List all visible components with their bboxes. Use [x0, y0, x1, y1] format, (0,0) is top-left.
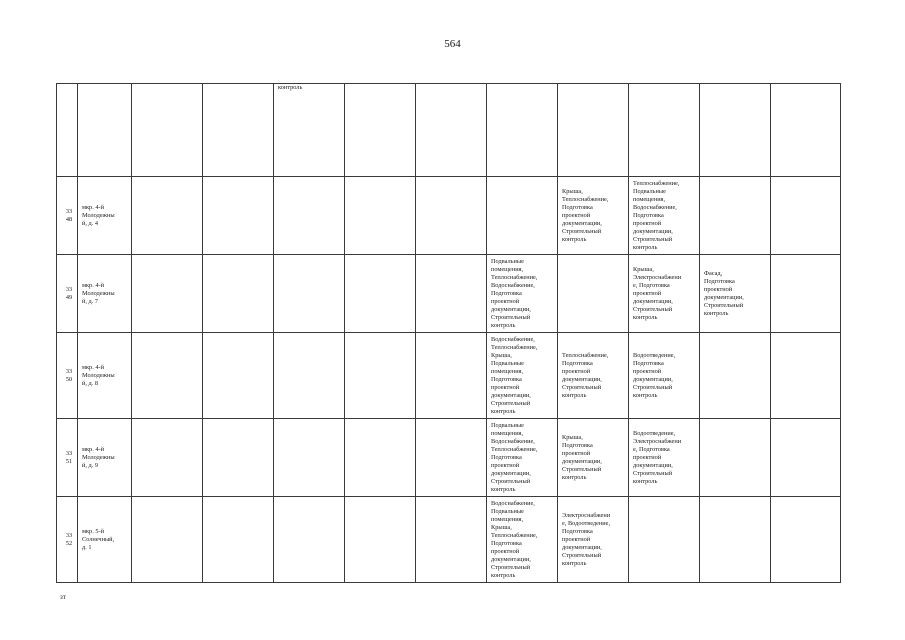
cell-address: мкр. 5-й Солнечный, д. 1: [78, 497, 132, 583]
cell: [771, 333, 841, 419]
cell: Водоснабжение, Теплоснабжение, Крыша, Подвальные помещения, Подготовка проектной документации, Строительный контроль: [487, 333, 558, 419]
cell: Электроснабжени е, Водоотведение, Подготовка проектной документации, Строительный контроль: [558, 497, 629, 583]
cell: [771, 177, 841, 255]
repair-schedule-table: [56, 83, 841, 583]
cell: [416, 177, 487, 255]
cell: Водоотведение, Подготовка проектной документации, Строительный контроль: [629, 333, 700, 419]
table-row: [57, 419, 841, 497]
cell: [132, 84, 203, 177]
cell: [203, 333, 274, 419]
cell: [700, 497, 771, 583]
cell: Подвальные помещения, Водоснабжение, Теплоснабжение, Подготовка проектной документации, Строительный контроль: [487, 419, 558, 497]
cell: [132, 177, 203, 255]
cell: [274, 255, 345, 333]
cell: Теплоснабжение, Подготовка проектной документации, Строительный контроль: [558, 333, 629, 419]
cell: [345, 419, 416, 497]
cell-number: 33 51: [57, 419, 78, 497]
cell: [132, 333, 203, 419]
cell: [132, 497, 203, 583]
cell: [416, 255, 487, 333]
table-row: [57, 497, 841, 583]
cell-number: 33 50: [57, 333, 78, 419]
cell: [487, 177, 558, 255]
cell: [203, 419, 274, 497]
cell: Теплоснабжение, Подвальные помещения, Водоснабжение, Подготовка проектной документации, Строительный контроль: [629, 177, 700, 255]
cell-address: мкр. 4-й Молодежны й, д. 8: [78, 333, 132, 419]
cell: [203, 84, 274, 177]
cell: Крыша, Теплоснабжение, Подготовка проектной документации, Строительный контроль: [558, 177, 629, 255]
cell: Фасад, Подготовка проектной документации, Строительный контроль: [700, 255, 771, 333]
cell: Водоснабжение, Подвальные помещения, Крыша, Теплоснабжение, Подготовка проектной документации, Строительный контроль: [487, 497, 558, 583]
cell: [629, 84, 700, 177]
cell: [771, 497, 841, 583]
cell: контроль: [274, 84, 345, 177]
cell: [487, 84, 558, 177]
cell: [345, 255, 416, 333]
cell: Крыша, Электроснабжени е, Подготовка проектной документации, Строительный контроль: [629, 255, 700, 333]
cell: [203, 177, 274, 255]
cell-address: мкр. 4-й Молодежны й, д. 7: [78, 255, 132, 333]
cell: [203, 255, 274, 333]
cell: Крыша, Подготовка проектной документации, Строительный контроль: [558, 419, 629, 497]
cell: [274, 419, 345, 497]
cell-number: 33 48: [57, 177, 78, 255]
cell: [203, 497, 274, 583]
cell-address: [78, 84, 132, 177]
cell: [700, 84, 771, 177]
cell-number: 33 52: [57, 497, 78, 583]
cell-address: мкр. 4-й Молодежны й, д. 4: [78, 177, 132, 255]
cell: [345, 177, 416, 255]
cell-number: 33 49: [57, 255, 78, 333]
cell: Водоотведение, Электроснабжени е, Подготовка проектной документации, Строительный контроль: [629, 419, 700, 497]
page-number: 564: [444, 38, 461, 50]
cell: [274, 333, 345, 419]
cell: [274, 177, 345, 255]
cell: [416, 419, 487, 497]
cell: [132, 255, 203, 333]
cell: [345, 333, 416, 419]
cell: [700, 333, 771, 419]
cell: [558, 255, 629, 333]
table-row: [57, 177, 841, 255]
cell: [700, 177, 771, 255]
cell: [132, 419, 203, 497]
footer-mark: зт: [60, 593, 66, 601]
cell: [700, 419, 771, 497]
cell: [345, 84, 416, 177]
cell: [771, 255, 841, 333]
cell: [345, 497, 416, 583]
cell: [771, 419, 841, 497]
cell: [416, 497, 487, 583]
cell: [274, 497, 345, 583]
table-row-continuation: [57, 84, 841, 177]
cell: [629, 497, 700, 583]
table-row: [57, 333, 841, 419]
cell: Подвальные помещения, Теплоснабжение, Водоснабжение, Подготовка проектной документации, Строительный контроль: [487, 255, 558, 333]
cell-number: [57, 84, 78, 177]
cell-address: мкр. 4-й Молодежны й, д. 9: [78, 419, 132, 497]
cell: [416, 333, 487, 419]
cell: [416, 84, 487, 177]
cell: [558, 84, 629, 177]
table-row: [57, 255, 841, 333]
cell: [771, 84, 841, 177]
